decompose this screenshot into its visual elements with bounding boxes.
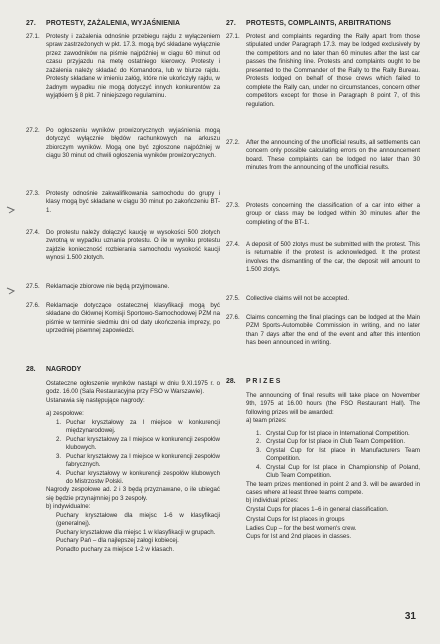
section-27-heading-en: 27. PROTESTS, COMPLAINTS, ARBITRATIONS bbox=[226, 20, 392, 27]
item-27-2-pl: 27.2. Po ogłoszeniu wyników prowizorycznych wyjaśnienia mogą dotyczyć wyłącznie błędów rachunkowych na arkuszu zbiorczym wyników. Mogą one być zgłoszone najpóźniej w ciągu 30 minut od chwili ogłoszenia wyników prowizorycznych. bbox=[26, 127, 220, 160]
team-prize-list-pl bbox=[46, 419, 220, 487]
item-27-5-pl: 27.5. Reklamacje zbiorowe nie będą przyjmowane. bbox=[26, 283, 170, 290]
list-item: 4. Crystal Cup for Ist place in Championship of Poland, Club Team Competition. bbox=[256, 463, 420, 480]
list-item: 1. Puchar kryształowy za I miejsce w konkurencji międzynarodowej. bbox=[56, 418, 220, 435]
list-item: 2. Crystal Cup for Ist place in Club Team Competition. bbox=[256, 438, 406, 446]
section-28-heading-en: 28. P R I Z E S bbox=[226, 378, 281, 385]
list-item: 4. Puchar kryształowy w konkurencji zespołów klubowych do Mistrzostw Polski. bbox=[56, 469, 220, 485]
team-prize-list-en bbox=[246, 430, 420, 481]
margin-tick-mark bbox=[6, 286, 16, 296]
list-item: 2. Puchar kryształowy za I miejsce w konkurencji zespołów klubowych. bbox=[56, 435, 220, 452]
english-column bbox=[226, 20, 420, 542]
item-27-6-en: 27.6. Claims concerning the final placings can be lodged at the Main PZM Sports-Automobile Commission in writing, and no later than 7 days after the end of the event and after this intention has been announced in writing. bbox=[226, 314, 420, 347]
item-27-1-pl: 27.1. Protesty i zażalenia odnośnie przebiegu rajdu z wyłączeniem spraw zastrzeżonych w pkt. 17.3. mogą być składane wyłącznie przez zawodników na piśmie najpóźniej w ciągu 60 minut od czasu przyjazdu na metę ostatniego kierowcy. Protesty i zażalenia należy składać do Komandora, lub w biurze rajdu. Protesty składane w imieniu załóg, które nie ukończyły rajdu, w żadnym wypadku nie mogą dotyczyć innych konkurentów za wyjątkiem § 8 pkt. 7 niniejszego regulaminu. bbox=[26, 33, 220, 100]
section-27-heading-pl: 27. PROTESTY, ZAŻALENIA, WYJAŚNIENIA bbox=[26, 20, 181, 27]
list-item: 3. Puchar kryształowy za I miejsce w konkurencji zespołów fabrycznych. bbox=[56, 452, 220, 469]
item-27-4-pl: 27.4. Do protestu należy dołączyć kaucję w wysokości 500 złotych zwrotną w wypadku uznania protestu. O ile w wyniku protestu zajdzie konieczność rozbierania samochodu wysokość kaucji wynosi 1.500 złotych. bbox=[26, 229, 220, 262]
prizes-block-pl: Ostateczne ogłoszenie wyników nastąpi w dniu 9.XI.1975 r. o godz. 16.00 (Sala Restauracyjna przy FSO w Warszawie). Ustanawia się następujące nagrody: a) zespołowe: 1. Puchar kryształowy za I miejsce w konkurencji międzynarodowej. 2. Puchar kryształowy za I miejsce w konkurencji zespołów klubowych. 3. Puchar kryształowy za I miejsce w konkurencji zespołów fabrycznych. 4. Puchar kryształowy w konkurencji zespołów klubowych do Mistrzostw Polski. Nagrody zespołowe ad. 2 i 3 będą przyznawane, o ile ubiegać się będzie przynajmniej po 3 zespoły. b) indywidualne: Puchary kryształowe dla miejsc 1-6 w klasyfikacji (generalnej). Puchary kryształowe dla miejsc 1 w klasyfikacji w grupach. Puchary Pań – dla najlepszej załogi kobiecej. Ponadto puchary za miejsce 1-2 w klasach. bbox=[46, 380, 220, 553]
list-item: 3. Crystal Cup for Ist place in Manufacturers Team Competition. bbox=[256, 446, 420, 463]
item-27-4-en: 27.4. A deposit of 500 zlotys must be submitted with the protest. This is returnable if the protest is acknowledged. It the protest involves the dismantling of the car, the deposit will amount to 1.500 zlotys. bbox=[226, 241, 420, 274]
item-27-3-en: 27.3. Protests concerning the classification of a car into either a group or class may be lodged within 30 minutes after the completing of the BT-1. bbox=[226, 202, 420, 226]
margin-tick-mark bbox=[6, 205, 16, 215]
item-27-1-en: 27.1. Protest and complaints regarding the Rally apart from those stipulated under Paragraph 17.3. may be lodged exclusively by the competitors and no later than 60 minutes after the last car passes the finishing line. Protests and complaints ought to be presented to the Commander of the Rally to the Rally Bureau. Protests lodged on behalf of those crews which failed to complete the Rally can, under no circumstances, concern other competitors except for those in Paragraph 8 point 7, of this regulation. bbox=[226, 33, 420, 108]
polish-column bbox=[26, 20, 220, 554]
section-28-heading-pl: 28. NAGRODY bbox=[26, 366, 82, 373]
list-item: 1. Crystal Cup for Ist place in International Competition. bbox=[256, 429, 410, 437]
page-number: 31 bbox=[404, 611, 416, 622]
item-27-6-pl: 27.6. Reklamacje dotyczące ostatecznej klasyfikacji mogą być składane do Głównej Komisji Sportowo-Samochodowej PZM na piśmie w terminie siedmiu dni od daty ukończenia imprezy, po uprzedniej pisemnej zapowiedzi. bbox=[26, 302, 220, 335]
item-27-2-en: 27.2. After the announcing of the unofficial results, all settlements can concern only possible calculating errors on the announcement board. These complaints can be lodged no later than 30 minutes from the announcing of the unofficial results. bbox=[226, 139, 420, 172]
item-27-3-pl: 27.3. Protesty odnośnie zakwalifikowania samochodu do grupy i klasy mogą być składane w ciągu 30 minut po zakończeniu BT-1. bbox=[26, 190, 220, 214]
item-27-5-en: 27.5. Collective claims will not be accepted. bbox=[226, 295, 350, 302]
individual-prize-list-pl: Puchary kryształowe dla miejsc 1-6 w klasyfikacji (generalnej). Puchary kryształowe dla miejsc 1 w klasyfikacji w grupach. Puchary Pań – dla najlepszej załogi kobiecej. Ponadto puchary za miejsce 1-2 w klasach. bbox=[56, 511, 220, 553]
prizes-block-en: The announcing of final results will take place on November 9th, 1975 at 16.00 hours (the FSO Restaurant Hall). The following prizes will be awarded: a) team prizes: 1. Crystal Cup for Ist place in International Competition. 2. Crystal Cup for Ist place in Club Team Competition. 3. Crystal Cup for Ist place in Manufacturers Team Competition. 4. Crystal Cup for Ist place in Championship of Poland, Club Team Competition. The team prizes mentioned in point 2 and 3. will be awarded in cases where at least three teams compete. b) individual prizes: Crystal Cups for places 1–6 in general classification. Crystal Cups for Ist places in groups Ladies Cup – for the best women's crew. Cups for Ist and 2nd places in classes. bbox=[246, 392, 420, 541]
